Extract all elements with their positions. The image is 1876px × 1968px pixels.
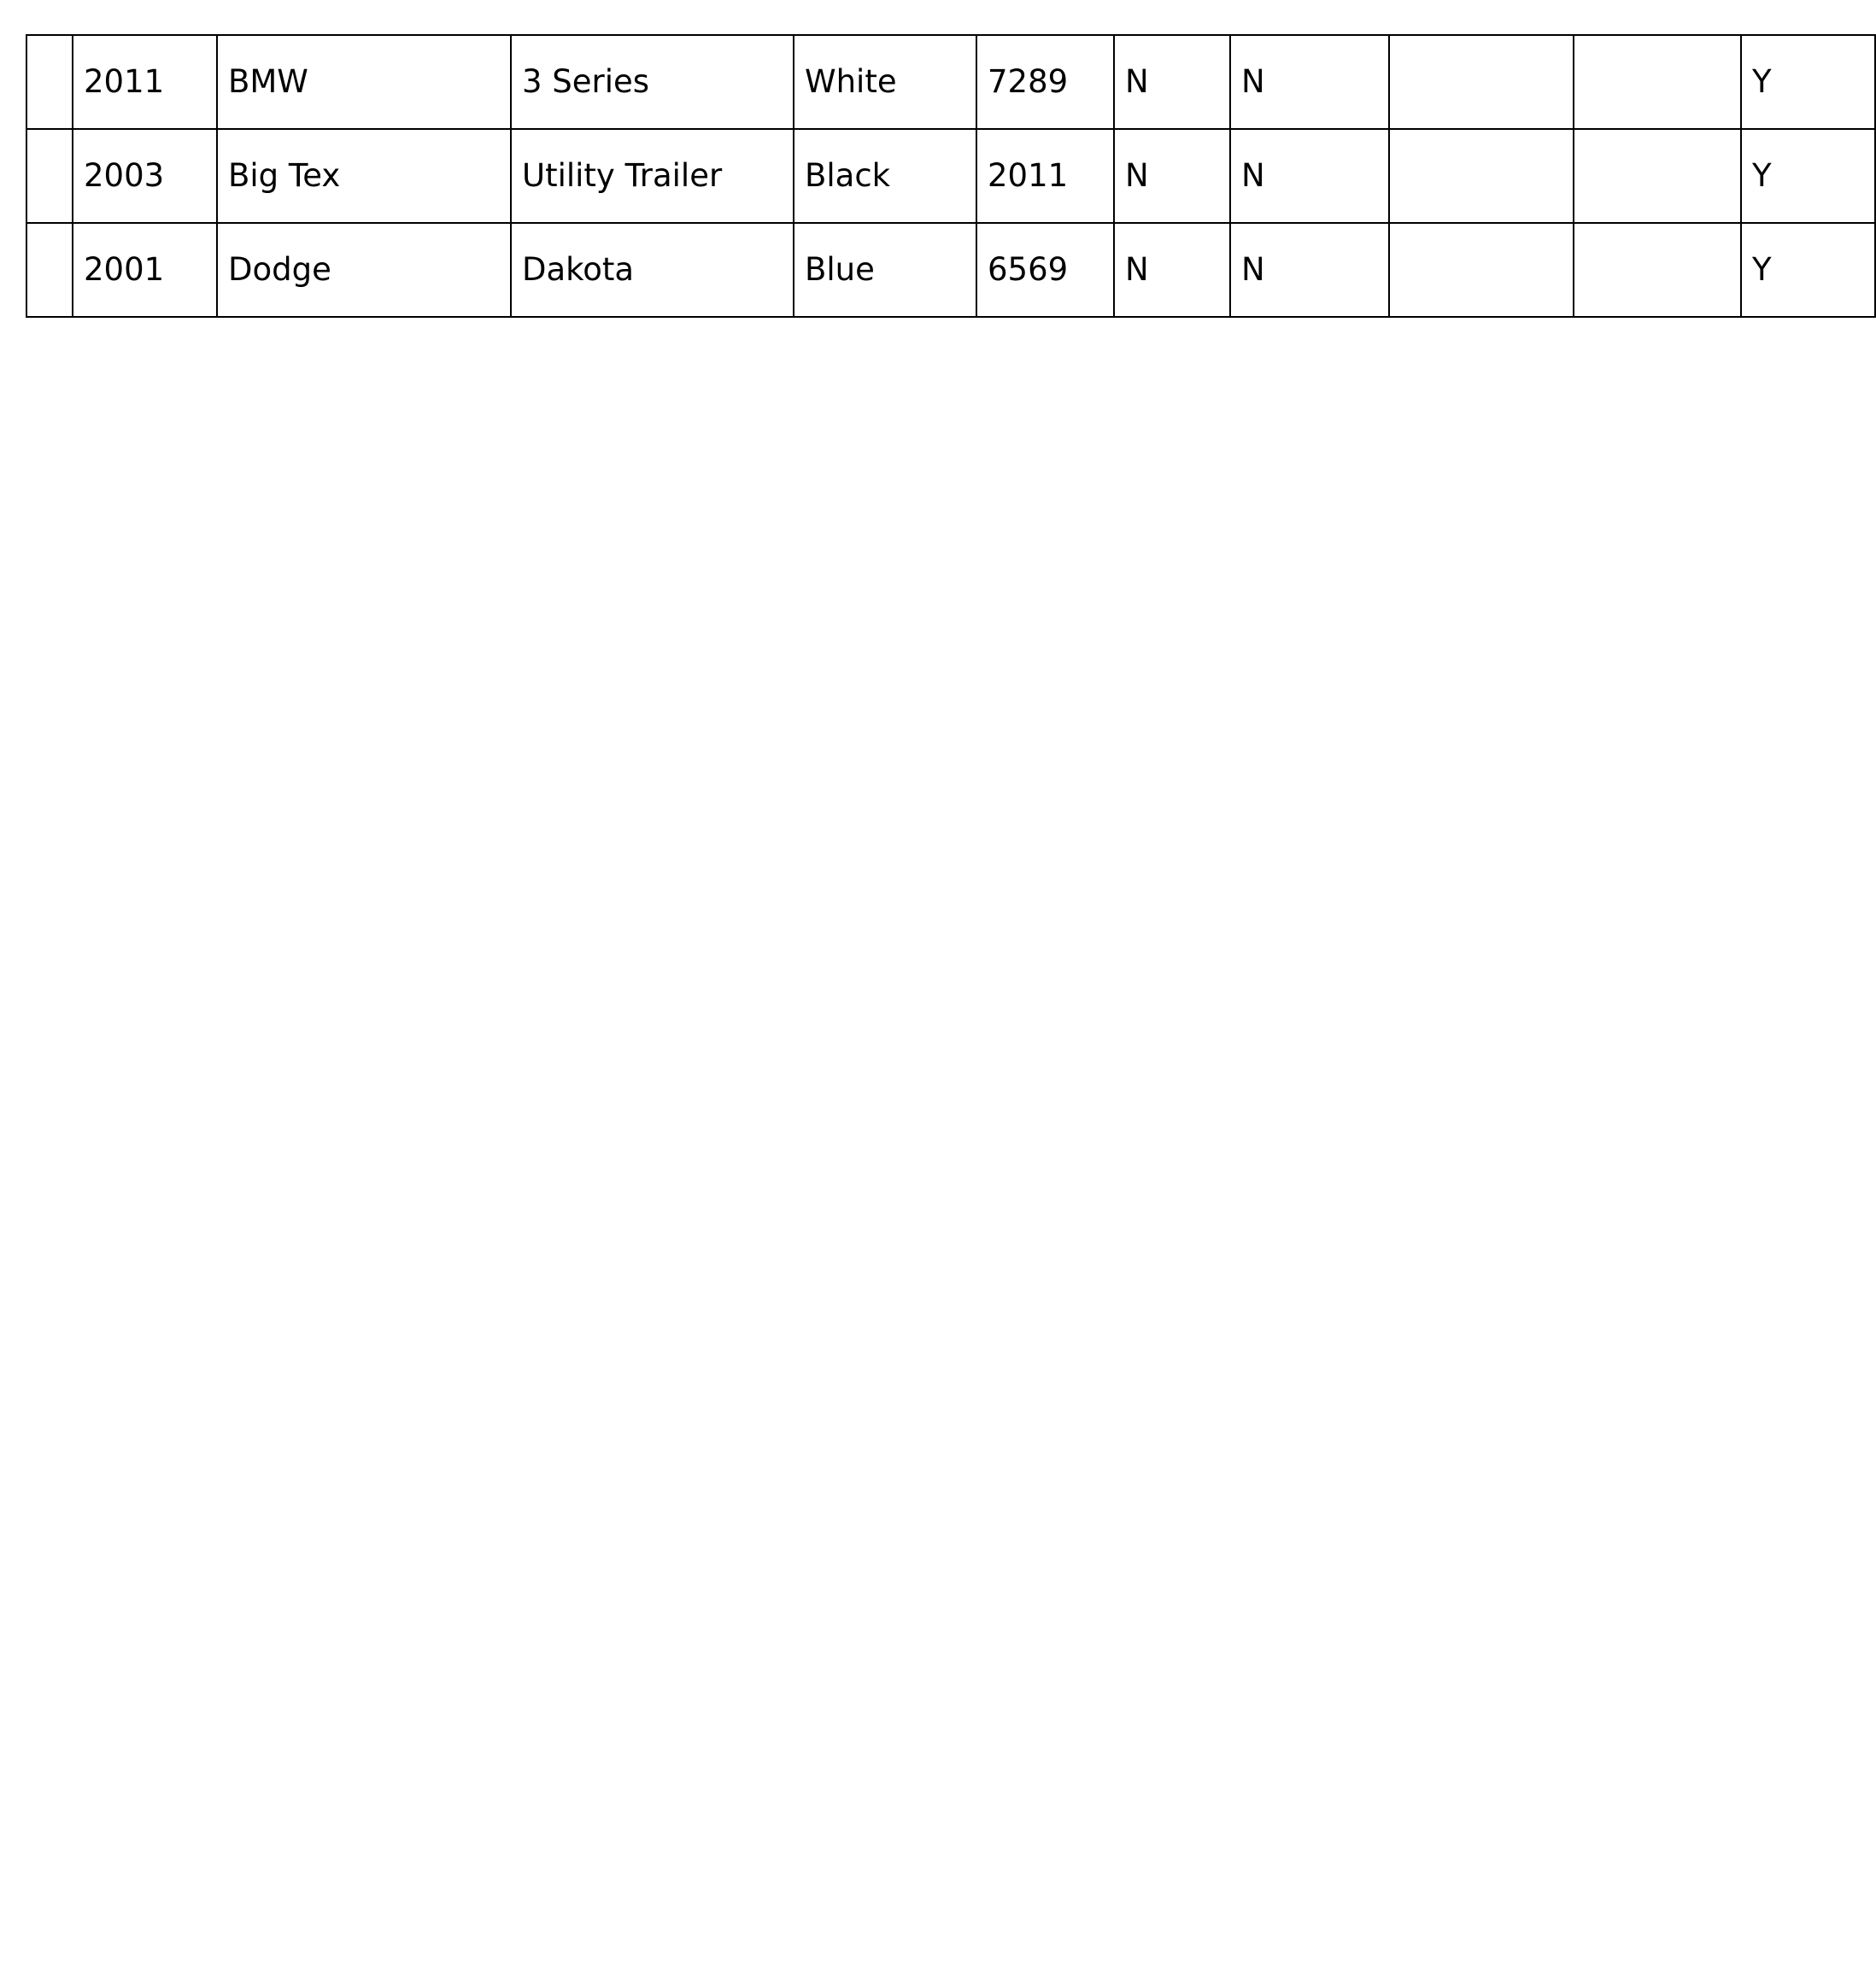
cell-year: 2011 (73, 35, 217, 129)
cell-color: Black (794, 129, 976, 223)
table-body (26, 35, 1875, 317)
cell-year: 2003 (73, 129, 217, 223)
cell-flag-two: N (1230, 129, 1389, 223)
cell-flag-one: N (1114, 129, 1230, 223)
row-selector-cell[interactable] (26, 35, 73, 129)
cell-color: Blue (794, 223, 976, 317)
cell-make: Big Tex (217, 129, 511, 223)
table-row[interactable] (26, 35, 1875, 129)
cell-number: 2011 (976, 129, 1114, 223)
cell-blank-one (1389, 35, 1574, 129)
cell-blank-one (1389, 223, 1574, 317)
cell-flag-one: N (1114, 223, 1230, 317)
cell-make: BMW (217, 35, 511, 129)
cell-color: White (794, 35, 976, 129)
cell-flag-two: N (1230, 223, 1389, 317)
cell-model: 3 Series (511, 35, 794, 129)
cell-number: 7289 (976, 35, 1114, 129)
cell-last-flag: Y (1741, 35, 1875, 129)
row-selector-cell[interactable] (26, 129, 73, 223)
vehicle-table (26, 34, 1876, 318)
cell-blank-two (1574, 35, 1741, 129)
cell-blank-one (1389, 129, 1574, 223)
table-row[interactable] (26, 129, 1875, 223)
cell-blank-two (1574, 223, 1741, 317)
cell-last-flag: Y (1741, 129, 1875, 223)
cell-model: Utility Trailer (511, 129, 794, 223)
cell-make: Dodge (217, 223, 511, 317)
cell-model: Dakota (511, 223, 794, 317)
cell-number: 6569 (976, 223, 1114, 317)
row-selector-cell[interactable] (26, 223, 73, 317)
cell-last-flag: Y (1741, 223, 1875, 317)
cell-flag-two: N (1230, 35, 1389, 129)
cell-blank-two (1574, 129, 1741, 223)
cell-flag-one: N (1114, 35, 1230, 129)
table-row[interactable] (26, 223, 1875, 317)
cell-year: 2001 (73, 223, 217, 317)
